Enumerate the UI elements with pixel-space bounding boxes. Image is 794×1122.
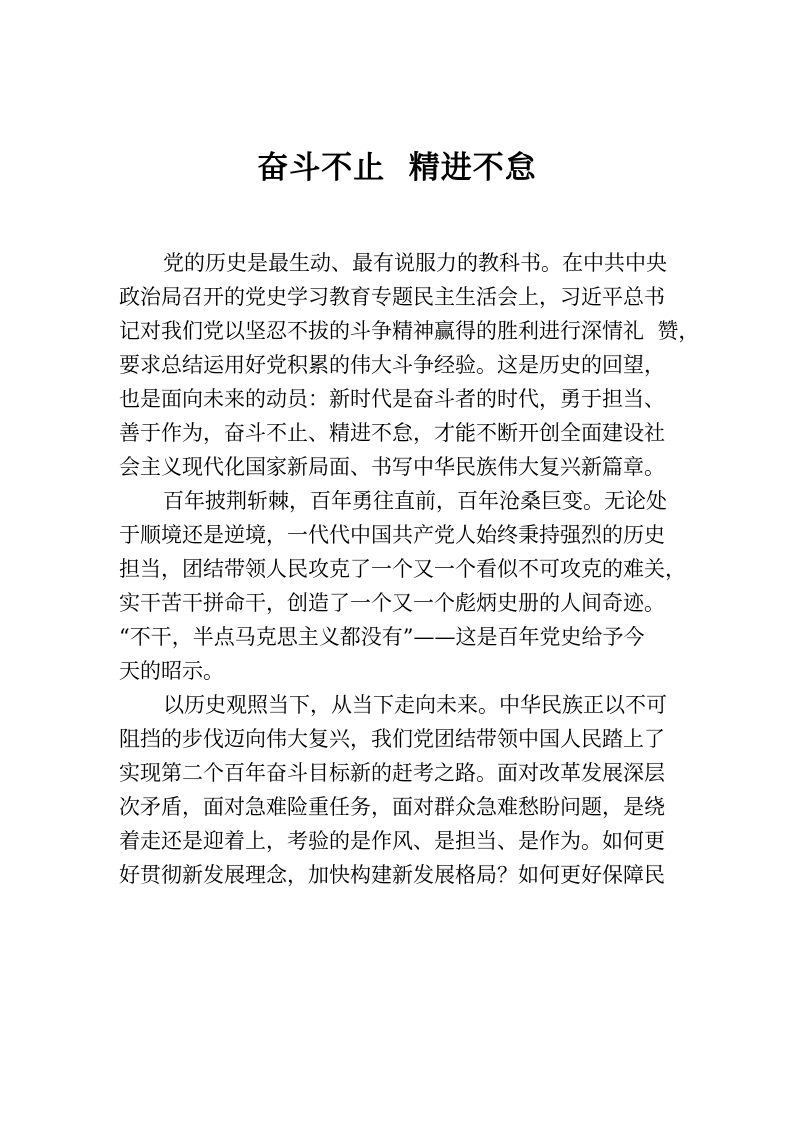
- paragraph-line: 实干苦干拼命干，创造了一个又一个彪炳史册的人间奇迹。: [119, 591, 665, 615]
- paragraph-line: 于顺境还是逆境，一代代中国共产党人始终秉持强烈的历史: [119, 523, 665, 547]
- paragraph: [119, 688, 689, 892]
- document-body: [119, 246, 700, 892]
- paragraph-line: 要求总结运用好党积累的伟大斗争经验。这是历史的回望，: [119, 353, 665, 377]
- paragraph-line: 党的历史是最生动、最有说服力的教科书。在中共中央: [163, 251, 667, 275]
- paragraph-line: 以历史观照当下，从当下走向未来。中华民族正以不可: [163, 693, 667, 717]
- paragraph-line: 好贯彻新发展理念，加快构建新发展格局？如何更好保障民: [119, 863, 665, 887]
- document-title: 奋斗不止 精进不怠: [257, 150, 537, 186]
- paragraph-line: 会主义现代化国家新局面、书写中华民族伟大复兴新篇章。: [119, 455, 665, 479]
- paragraph-line: 也是面向未来的动员：新时代是奋斗者的时代，勇于担当、: [119, 387, 665, 411]
- paragraph-line: 天的昭示。: [119, 659, 224, 683]
- paragraph-line: 百年披荆斩棘，百年勇往直前，百年沧桑巨变。无论处: [163, 489, 667, 513]
- paragraph-line: 阻挡的步伐迈向伟大复兴，我们党团结带领中国人民踏上了: [119, 727, 665, 751]
- paragraph-line: 记对我们党以坚忍不拔的斗争精神赢得的胜利进行深情礼 赞，: [119, 319, 700, 343]
- paragraph-line: 善于作为，奋斗不止、精进不怠，才能不断开创全面建设社: [119, 421, 665, 445]
- paragraph-line: 着走还是迎着上，考验的是作风、是担当、是作为。如何更: [119, 829, 665, 853]
- paragraph: [119, 246, 700, 484]
- paragraph-line: 担当，团结带领人民攻克了一个又一个看似不可攻克的难关，: [119, 557, 686, 581]
- paragraph-line: 政治局召开的党史学习教育专题民主生活会上，习近平总书: [119, 285, 665, 309]
- paragraph-line: 实现第二个百年奋斗目标新的赶考之路。面对改革发展深层: [119, 761, 665, 785]
- paragraph-line: “不干，半点马克思主义都没有”——这是百年党史给予今: [119, 625, 645, 649]
- paragraph: [119, 484, 689, 688]
- paragraph-line: 次矛盾，面对急难险重任务，面对群众急难愁盼问题，是绕: [119, 795, 665, 819]
